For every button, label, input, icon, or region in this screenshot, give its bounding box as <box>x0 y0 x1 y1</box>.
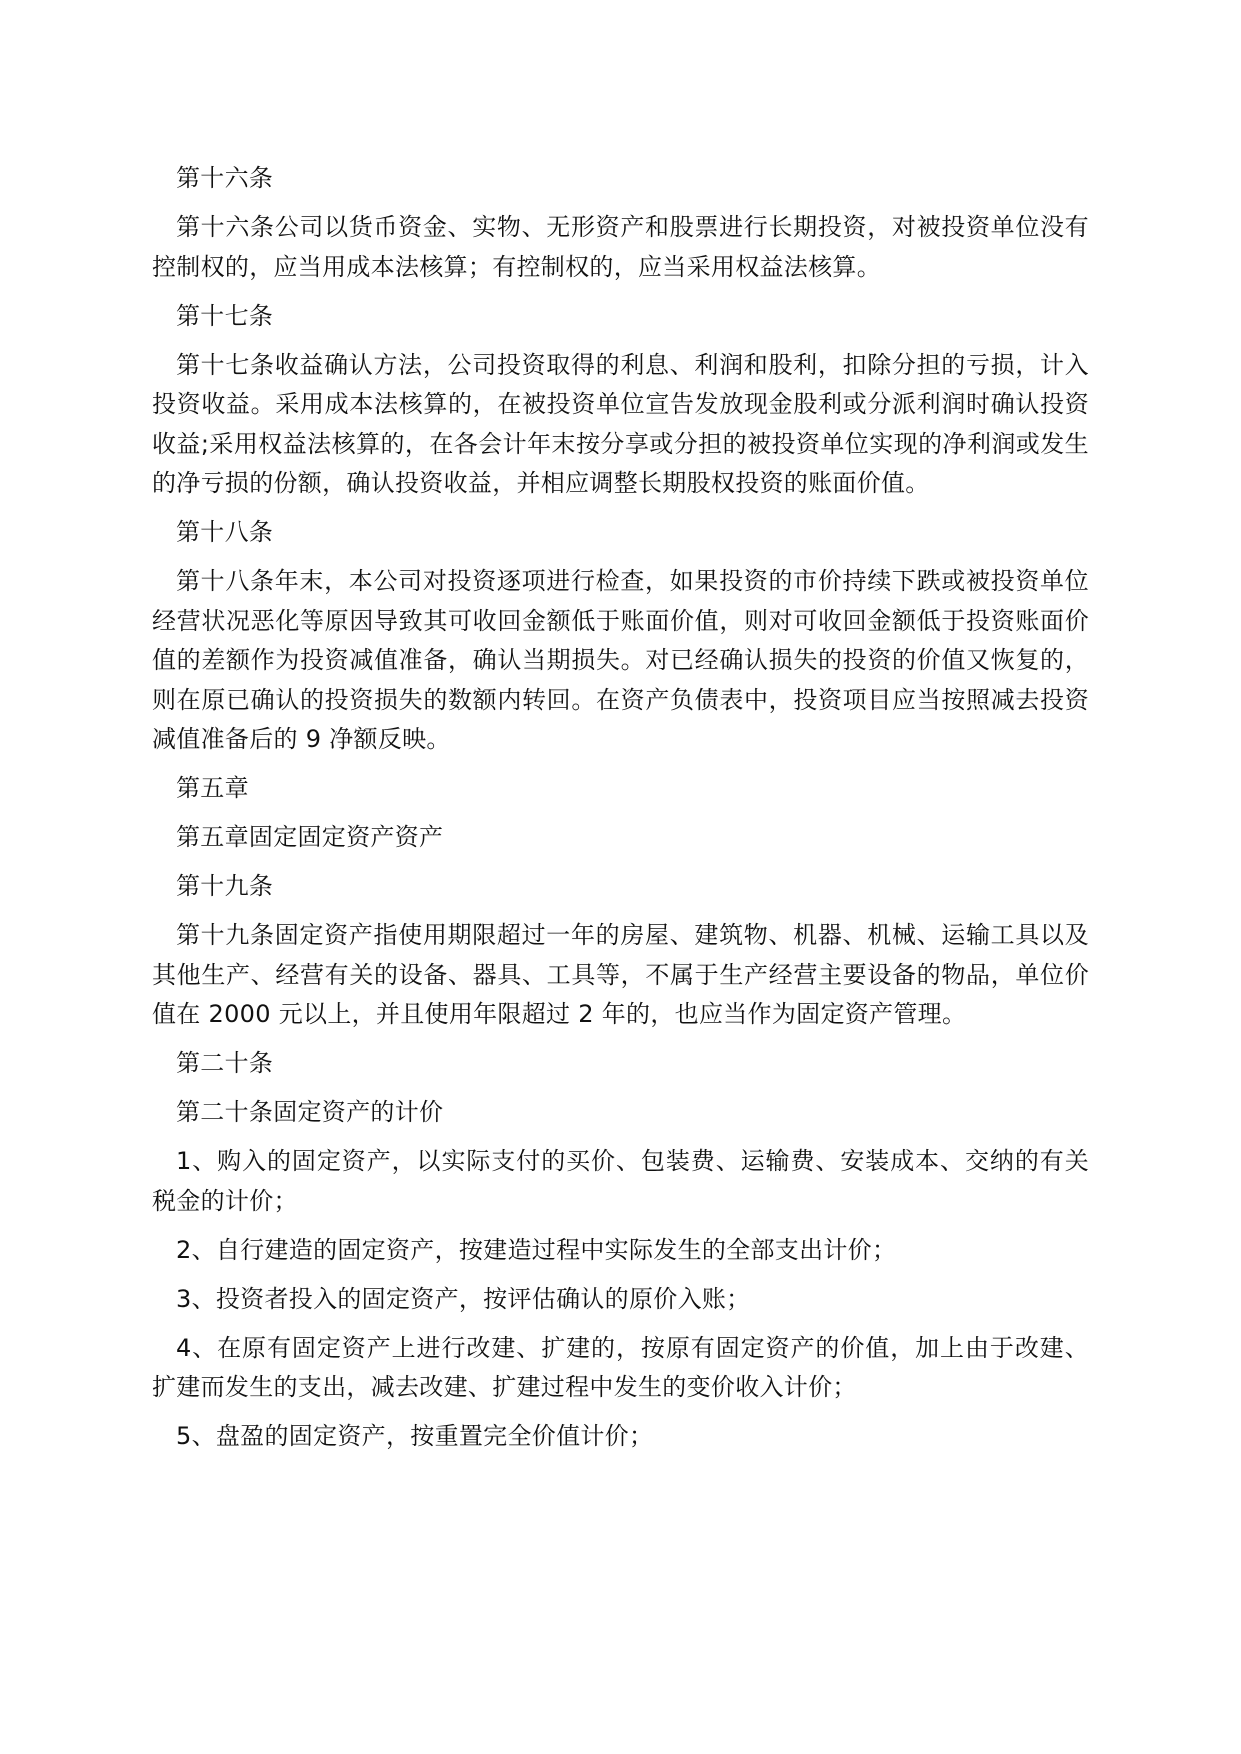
article-18-heading: 第十八条 <box>176 518 274 546</box>
list-item-2: 2、自行建造的固定资产，按建造过程中实际发生的全部支出计价； <box>176 1235 897 1264</box>
article-20-body: 第二十条固定资产的计价 <box>176 1098 444 1126</box>
chapter-5-title: 第五章固定固定资产资产 <box>176 823 444 851</box>
article-17-body: 第十七条收益确认方法，公司投资取得的利息、利润和股利，扣除分担的亏损，计入投资收益。采用成本法核算的，在被投资单位宣告发放现金股利或分派利润时确认投资收益;采用权益法核算的，在各会计年末按分享或分担的被投资单位实现的净利润或发生的净亏损的份额，确认投资收益，并相应调整长期股权投资的账面价值。 <box>152 350 1089 497</box>
list-item-1: 1、购入的固定资产，以实际支付的买价、包装费、运输费、安装成本、交纳的有关税金的计价； <box>152 1147 1089 1215</box>
article-19-heading: 第十九条 <box>176 872 274 900</box>
article-16-heading: 第十六条 <box>176 164 274 192</box>
article-17-heading: 第十七条 <box>176 301 274 330</box>
article-20-heading: 第二十条 <box>176 1049 274 1077</box>
article-19-body: 第十九条固定资产指使用期限超过一年的房屋、建筑物、机器、机械、运输工具以及其他生产、经营有关的设备、器具、工具等，不属于生产经营主要设备的物品，单位价值在 2000 元以上，并且使用年限超过 2 年的，也应当作为固定资产管理。 <box>152 921 1089 1028</box>
list-item-5: 5、盘盈的固定资产，按重置完全价值计价； <box>176 1422 654 1450</box>
chapter-5-heading: 第五章 <box>176 774 249 802</box>
article-18-body: 第十八条年末，本公司对投资逐项进行检查，如果投资的市价持续下跌或被投资单位经营状况恶化等原因导致其可收回金额低于账面价值，则对可收回金额低于投资账面价值的差额作为投资减值准备，确认当期损失。对已经确认损失的投资的价值又恢复的，则在原已确认的投资损失的数额内转回。在资产负债表中，投资项目应当按照减去投资减值准备后的 9 净额反映。 <box>152 567 1089 753</box>
article-16-body: 第十六条公司以货币资金、实物、无形资产和股票进行长期投资，对被投资单位没有控制权的，应当用成本法核算；有控制权的，应当采用权益法核算。 <box>152 213 1089 281</box>
list-item-4: 4、在原有固定资产上进行改建、扩建的，按原有固定资产的价值，加上由于改建、扩建而发生的支出，减去改建、扩建过程中发生的变价收入计价； <box>152 1333 1089 1401</box>
list-item-3: 3、投资者投入的固定资产，按评估确认的原价入账； <box>176 1284 751 1313</box>
